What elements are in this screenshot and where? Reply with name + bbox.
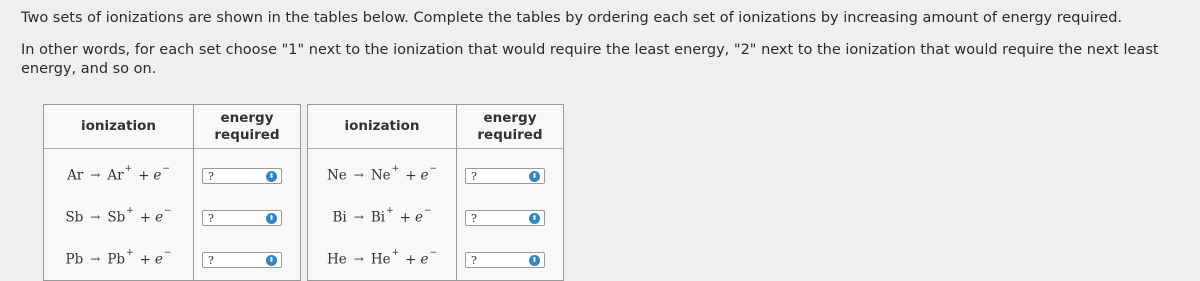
- energy-rank-select[interactable]: [202, 210, 282, 226]
- ionization-equation: He → He+ + e−: [308, 239, 457, 281]
- ionization-equation: Pb → Pb+ + e−: [44, 239, 194, 281]
- instructions-line-1: Two sets of ionizations are shown in the tables below. Complete the tables by ordering each set of ionizations by increasing amount of energy required.: [21, 10, 1123, 26]
- arrow-icon: →: [353, 251, 364, 266]
- energy-rank-select[interactable]: [202, 252, 282, 268]
- header-energy-line1: energy: [483, 109, 537, 126]
- instructions-line-2: In other words, for each set choose "1" next to the ionization that would require the least energy, "2" next to the ionization that would require the next least energy, and so on.: [21, 42, 1159, 77]
- updown-chevron-icon: ⬍: [266, 255, 277, 266]
- updown-chevron-icon: ⬍: [266, 213, 277, 224]
- ionization-table-1: [43, 104, 301, 281]
- select-value: ?: [471, 169, 477, 183]
- energy-rank-select[interactable]: [202, 168, 282, 184]
- header-energy-required: [457, 105, 564, 149]
- select-value: ?: [208, 169, 214, 183]
- select-value: ?: [471, 211, 477, 225]
- arrow-icon: →: [90, 167, 101, 182]
- select-value: ?: [471, 253, 477, 267]
- updown-chevron-icon: ⬍: [529, 213, 540, 224]
- header-energy-required: [194, 105, 301, 149]
- table-row: [44, 239, 301, 281]
- arrow-icon: →: [90, 209, 101, 224]
- table-row: [308, 239, 564, 281]
- arrow-icon: →: [90, 251, 101, 266]
- header-energy-line2: required: [477, 126, 543, 143]
- ionization-equation: Sb → Sb+ + e−: [44, 197, 194, 239]
- ionization-equation: Ar → Ar+ + e−: [44, 155, 194, 197]
- updown-chevron-icon: ⬍: [529, 171, 540, 182]
- energy-rank-select[interactable]: [465, 210, 545, 226]
- ionization-equation: Ne → Ne+ + e−: [308, 155, 457, 197]
- ionization-equation: Bi → Bi+ + e−: [308, 197, 457, 239]
- arrow-icon: →: [353, 209, 364, 224]
- header-ionization: ionization: [44, 105, 194, 149]
- header-ionization: ionization: [308, 105, 457, 149]
- updown-chevron-icon: ⬍: [266, 171, 277, 182]
- ionization-table-2: [307, 104, 564, 281]
- table-row: [44, 197, 301, 239]
- header-energy-line1: energy: [220, 109, 274, 126]
- header-energy-line2: required: [214, 126, 280, 143]
- energy-rank-select[interactable]: [465, 252, 545, 268]
- table-row: [44, 155, 301, 197]
- updown-chevron-icon: ⬍: [529, 255, 540, 266]
- select-value: ?: [208, 211, 214, 225]
- table-row: [308, 197, 564, 239]
- arrow-icon: →: [353, 167, 364, 182]
- energy-rank-select[interactable]: [465, 168, 545, 184]
- table-row: [308, 155, 564, 197]
- select-value: ?: [208, 253, 214, 267]
